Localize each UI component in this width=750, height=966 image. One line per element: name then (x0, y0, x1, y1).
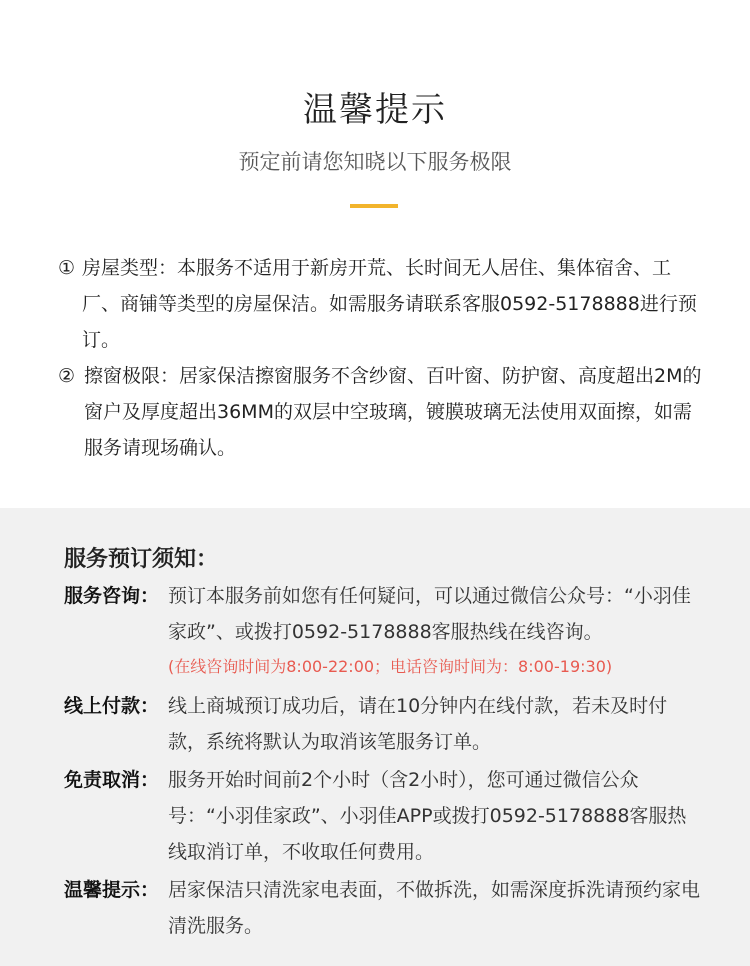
notice-text: 擦窗极限：居家保洁擦窗服务不含纱窗、百叶窗、防护窗、高度超出2M的窗户及厚度超出36MM的双层中空玻璃，镀膜玻璃无法使用双面擦，如需服务请现场确认。 (84, 365, 702, 459)
item-label: 免责取消： (64, 769, 160, 791)
booking-item-cancel (64, 762, 704, 870)
notice-item-window-limit (58, 358, 708, 466)
booking-item-consult (64, 578, 704, 684)
booking-item-payment (64, 688, 704, 760)
booking-section (0, 508, 750, 966)
notice-item-room-type (58, 250, 708, 358)
item-text: 线上商城预订成功后，请在10分钟内在线付款，若未及时付款，系统将默认为取消该笔服务订单。 (168, 695, 668, 753)
accent-divider (350, 204, 398, 208)
page-subtitle: 预定前请您知晓以下服务极限 (238, 150, 512, 174)
item-label: 线上付款： (64, 695, 160, 717)
item-label: 温馨提示： (64, 879, 160, 901)
booking-title: 服务预订须知： (64, 547, 219, 572)
notice-number: ② (58, 365, 76, 387)
item-text: 预订本服务前如您有任何疑问，可以通过微信公众号：“小羽佳家政”、或拨打0592-5178888客服热线在线咨询。 (168, 585, 691, 643)
page-title: 温馨提示 (303, 90, 447, 130)
item-note: (在线咨询时间为8:00-22:00；电话咨询时间为：8:00-19:30) (168, 657, 613, 676)
notice-number: ① (58, 257, 76, 279)
item-text: 服务开始时间前2个小时（含2小时），您可通过微信公众号：“小羽佳家政”、小羽佳APP或拨打0592-5178888客服热线取消订单，不收取任何费用。 (168, 769, 687, 863)
item-text: 居家保洁只清洗家电表面，不做拆洗，如需深度拆洗请预约家电清洗服务。 (168, 879, 701, 937)
notice-text: 房屋类型：本服务不适用于新房开荒、长时间无人居住、集体宿舍、工厂、商铺等类型的房屋保洁。如需服务请联系客服0592-5178888进行预订。 (82, 257, 697, 351)
item-label: 服务咨询： (64, 585, 160, 607)
booking-item-tip (64, 872, 704, 944)
